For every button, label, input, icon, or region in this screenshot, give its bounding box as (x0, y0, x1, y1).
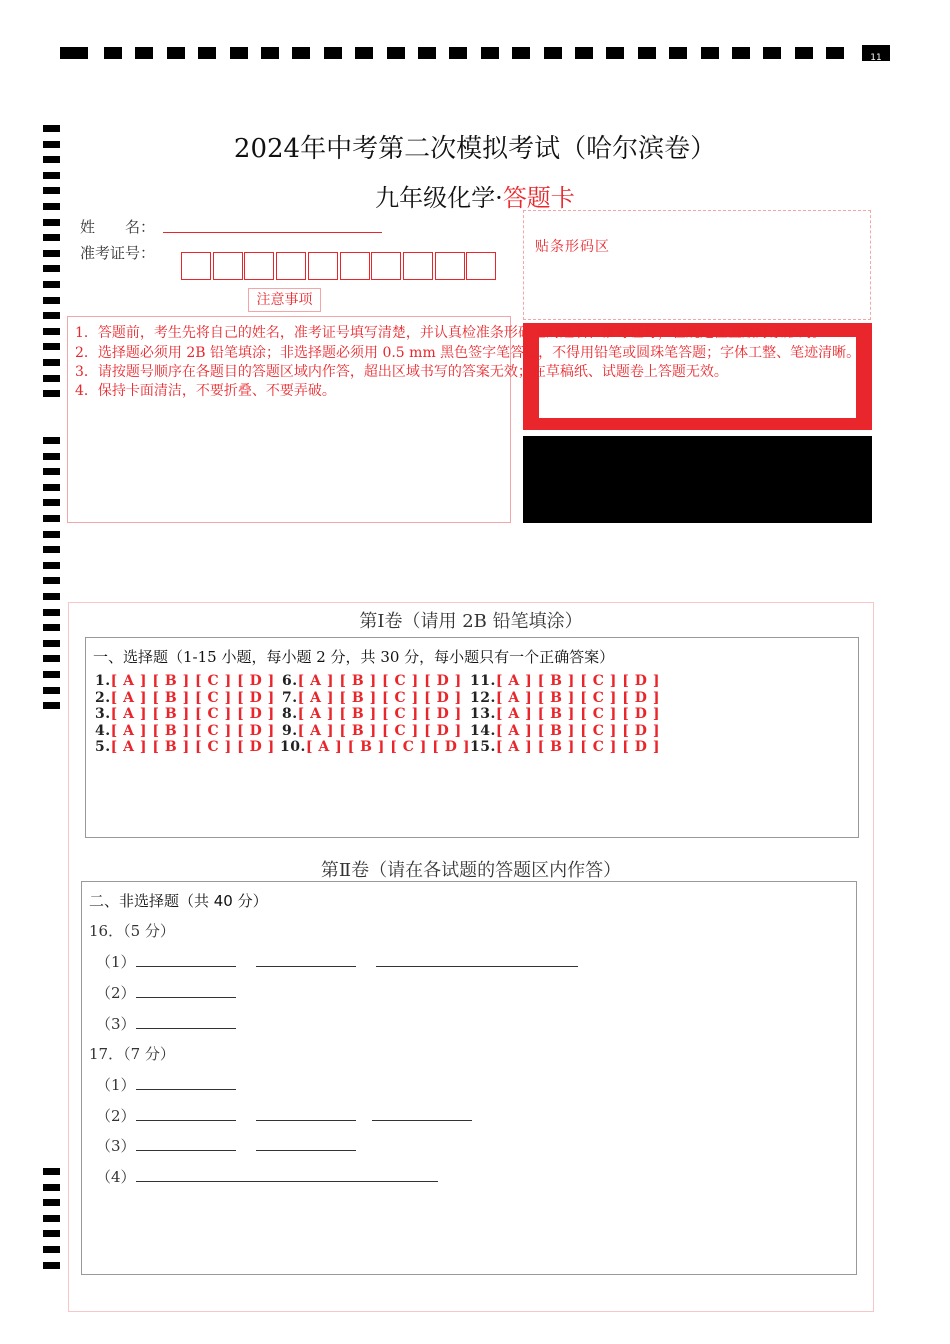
answer-blank[interactable] (136, 1136, 236, 1151)
timing-mark (43, 281, 60, 288)
timing-mark (43, 577, 60, 584)
timing-mark (606, 47, 624, 59)
timing-mark (324, 47, 342, 59)
timing-mark (43, 671, 60, 678)
barcode-area (523, 210, 871, 320)
timing-mark (230, 47, 248, 59)
timing-mark (43, 1246, 60, 1253)
question-row[interactable] (95, 723, 275, 739)
part2-title: 第Ⅱ卷（请在各试题的答题区内作答） (320, 860, 622, 881)
timing-mark (355, 47, 373, 59)
answer-blank[interactable] (136, 983, 236, 998)
q16-sub3[interactable] (96, 1013, 256, 1034)
timing-mark (43, 468, 60, 475)
sub-label: （1） (96, 1076, 136, 1094)
answer-options[interactable]: [ A ] [ B ] [ C ] [ D ] (495, 722, 660, 739)
timing-mark (43, 687, 60, 694)
timing-mark (512, 47, 530, 59)
id-digit-box[interactable] (213, 252, 243, 280)
q17-sub4[interactable] (96, 1166, 458, 1187)
timing-mark (43, 593, 60, 600)
barcode-label: 贴条形码区 (535, 239, 610, 255)
page-subtitle (0, 178, 950, 213)
question-row[interactable] (95, 673, 275, 689)
sub-label: （2） (96, 984, 136, 1002)
timing-mark (481, 47, 499, 59)
timing-mark (43, 484, 60, 491)
id-digit-box[interactable] (340, 252, 370, 280)
timing-mark (43, 343, 60, 350)
answer-blank[interactable] (256, 952, 356, 967)
question-row[interactable] (282, 706, 462, 722)
id-digit-box[interactable] (308, 252, 338, 280)
question-number: 1. (95, 673, 111, 689)
timing-mark (43, 1199, 60, 1206)
timing-mark (43, 609, 60, 616)
answer-options[interactable]: [ A ] [ B ] [ C ] [ D ] (110, 673, 275, 689)
notice-line-1: 1．答题前，考生先将自己的姓名，准考证号填写清楚，并认真检准条形码上的姓名、准考证号，在规定位置贴好条形码。 (75, 325, 826, 341)
answer-blank[interactable] (256, 1106, 356, 1121)
timing-mark (43, 390, 60, 397)
question-number: 5. (95, 739, 111, 755)
timing-mark (763, 47, 781, 59)
timing-mark (43, 640, 60, 647)
timing-mark (43, 499, 60, 506)
question-number: 14. (470, 722, 496, 739)
question-number: 4. (95, 722, 111, 739)
timing-mark (261, 47, 279, 59)
question-number: 15. (470, 739, 496, 755)
question-row[interactable] (95, 706, 275, 722)
name-field[interactable] (163, 232, 382, 233)
answer-options[interactable]: [ A ] [ B ] [ C ] [ D ] (305, 739, 470, 755)
question-row[interactable] (95, 739, 275, 755)
q17-sub3[interactable] (96, 1135, 376, 1156)
timing-mark (449, 47, 467, 59)
timing-mark (795, 47, 813, 59)
page-number: 11 (862, 45, 890, 61)
question-row[interactable] (470, 723, 660, 739)
timing-mark (43, 250, 60, 257)
id-digit-box[interactable] (276, 252, 306, 280)
timing-mark (167, 47, 185, 59)
question-row[interactable] (282, 673, 462, 689)
timing-mark (669, 47, 687, 59)
answer-blank[interactable] (136, 1167, 438, 1182)
timing-mark (43, 1168, 60, 1175)
answer-options[interactable]: [ A ] [ B ] [ C ] [ D ] (110, 739, 275, 755)
notice-line-2: 2．选择题必须用 2B 铅笔填涂；非选择题必须用 0.5 mm 黑色签字笔答题，不得用铅笔或圆珠笔答题；字体工整、笔迹清晰。 (75, 345, 861, 361)
timing-mark (43, 453, 60, 460)
answer-blank[interactable] (376, 952, 578, 967)
answer-options[interactable]: [ A ] [ B ] [ C ] [ D ] (297, 722, 462, 739)
q17-sub1[interactable] (96, 1074, 256, 1095)
question-number: 7. (282, 689, 298, 706)
timing-mark (43, 265, 60, 272)
answer-options[interactable]: [ A ] [ B ] [ C ] [ D ] (110, 706, 275, 722)
timing-mark (732, 47, 750, 59)
part2-heading: 二、非选择题（共 40 分） (89, 892, 268, 910)
sub-label: （3） (96, 1015, 136, 1033)
timing-mark (43, 328, 60, 335)
timing-mark (198, 47, 216, 59)
timing-mark (104, 47, 122, 59)
timing-mark (43, 1262, 60, 1269)
question-row[interactable] (95, 690, 275, 706)
answer-options[interactable]: [ A ] [ B ] [ C ] [ D ] (297, 673, 462, 689)
answer-options[interactable]: [ A ] [ B ] [ C ] [ D ] (110, 689, 275, 706)
timing-mark (544, 47, 562, 59)
timing-mark (43, 515, 60, 522)
q16-sub1[interactable] (96, 951, 598, 972)
timing-mark (43, 1215, 60, 1222)
timing-mark (43, 531, 60, 538)
timing-mark (43, 312, 60, 319)
answer-blank[interactable] (136, 952, 236, 967)
question-row[interactable] (282, 723, 462, 739)
answer-blank[interactable] (256, 1136, 356, 1151)
id-label: 准考证号： (80, 244, 156, 262)
question-row[interactable] (470, 690, 660, 706)
timing-mark (43, 546, 60, 553)
timing-mark (43, 655, 60, 662)
timing-mark (43, 375, 60, 382)
question-row[interactable] (470, 706, 660, 722)
answer-blank[interactable] (136, 1075, 236, 1090)
timing-mark (387, 47, 405, 59)
question-number: 3. (95, 706, 111, 722)
question-row[interactable] (470, 673, 660, 689)
part1-heading: 一、选择题（1-15 小题，每小题 2 分，共 30 分，每小题只有一个正确答案） (93, 648, 615, 666)
id-digit-box[interactable] (244, 252, 274, 280)
timing-mark (43, 437, 60, 444)
id-digit-box[interactable] (435, 252, 465, 280)
black-block (523, 436, 872, 523)
answer-options[interactable]: [ A ] [ B ] [ C ] [ D ] (297, 689, 462, 706)
timing-mark (43, 1184, 60, 1191)
question-number: 12. (470, 689, 496, 706)
q17-label: 17．（7 分） (89, 1045, 175, 1063)
timing-mark (43, 702, 60, 709)
timing-mark (701, 47, 719, 59)
page-title: 2024年中考第二次模拟考试（哈尔滨卷） (233, 134, 717, 164)
id-digit-box[interactable] (181, 252, 211, 280)
timing-mark (60, 47, 88, 59)
subtitle-answer-card: 答题卡 (502, 184, 575, 212)
timing-mark (418, 47, 436, 59)
notice-line-4: 4．保持卡面清洁，不要折叠、不要弄破。 (75, 383, 336, 399)
sub-label: （1） (96, 953, 136, 971)
timing-mark (292, 47, 310, 59)
question-number: 13. (470, 706, 496, 722)
q16-sub2[interactable] (96, 982, 256, 1003)
id-digit-box[interactable] (466, 252, 496, 280)
question-number: 8. (282, 706, 298, 722)
timing-mark (43, 297, 60, 304)
id-digit-box[interactable] (403, 252, 433, 280)
question-row[interactable] (280, 739, 470, 755)
timing-mark (826, 47, 844, 59)
timing-mark (43, 624, 60, 631)
timing-mark (43, 234, 60, 241)
timing-mark (575, 47, 593, 59)
q16-label: 16．（5 分） (89, 922, 175, 940)
timing-mark (43, 219, 60, 226)
question-row[interactable] (470, 739, 660, 755)
answer-blank[interactable] (372, 1106, 472, 1121)
question-number: 2. (95, 689, 111, 706)
question-number: 9. (282, 722, 298, 739)
answer-options[interactable]: [ A ] [ B ] [ C ] [ D ] (110, 722, 275, 739)
answer-options[interactable]: [ A ] [ B ] [ C ] [ D ] (297, 706, 462, 722)
timing-mark (135, 47, 153, 59)
notice-line-3: 3．请按题号顺序在各题目的答题区域内作答，超出区域书写的答案无效；在草稿纸、试题卷上答题无效。 (75, 364, 728, 380)
answer-options[interactable]: [ A ] [ B ] [ C ] [ D ] (495, 706, 660, 722)
question-number: 11. (470, 673, 496, 689)
answer-options[interactable]: [ A ] [ B ] [ C ] [ D ] (495, 739, 660, 755)
sub-label: （3） (96, 1137, 136, 1155)
q17-sub2[interactable] (96, 1105, 492, 1126)
timing-mark (43, 359, 60, 366)
id-digit-box[interactable] (371, 252, 401, 280)
sub-label: （4） (96, 1168, 136, 1186)
sub-label: （2） (96, 1107, 136, 1125)
answer-options[interactable]: [ A ] [ B ] [ C ] [ D ] (495, 673, 660, 689)
answer-options[interactable]: [ A ] [ B ] [ C ] [ D ] (495, 689, 660, 706)
question-row[interactable] (282, 690, 462, 706)
part1-title: 第Ⅰ卷（请用 2B 铅笔填涂） (359, 611, 583, 632)
question-number: 10. (280, 739, 306, 755)
answer-blank[interactable] (136, 1106, 236, 1121)
question-number: 6. (282, 673, 298, 689)
timing-mark (43, 562, 60, 569)
notice-button: 注意事项 (248, 288, 321, 312)
subtitle-subject: 九年级化学· (375, 184, 503, 212)
timing-mark (638, 47, 656, 59)
name-label: 姓 名： (80, 218, 156, 236)
answer-blank[interactable] (136, 1014, 236, 1029)
timing-mark (43, 1230, 60, 1237)
